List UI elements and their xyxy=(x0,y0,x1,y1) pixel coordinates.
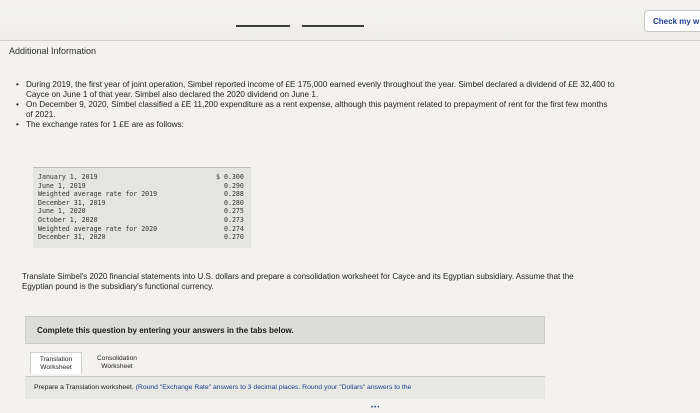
rate-value: 0.290 xyxy=(224,181,244,190)
rate-label: December 31, 2020 xyxy=(38,233,106,242)
bullet-item-rates: • The exchange rates for 1 £E are as follows: xyxy=(16,120,616,130)
tab-label-line1: Translation xyxy=(39,356,73,363)
tab-content-header xyxy=(25,376,545,399)
tab-label-line2: Worksheet xyxy=(101,363,133,370)
rate-label: June 1, 2020 xyxy=(38,207,86,216)
instruction-box xyxy=(25,316,545,344)
tab-instruction-prefix: Prepare a Translation worksheet. xyxy=(34,384,134,391)
rate-label: December 31, 2019 xyxy=(38,198,106,207)
rate-value: 0.274 xyxy=(224,224,244,233)
rate-value: 0.270 xyxy=(224,233,244,242)
rate-label: January 1, 2019 xyxy=(38,173,98,181)
rate-value: 0.280 xyxy=(224,198,244,207)
bullet-item-rent: • On December 9, 2020, Simbel classified a £E 11,200 expenditure as a rent expense, although this payment related to prepayment of rent for the first few months of 2021. xyxy=(16,100,616,120)
rate-value: $ 0.300 xyxy=(216,173,244,181)
rate-value: 0.275 xyxy=(224,207,244,216)
rate-label: Weighted average rate for 2019 xyxy=(38,190,158,199)
rate-label: June 1, 2019 xyxy=(38,181,86,190)
exchange-rate-table xyxy=(33,167,251,248)
instruction-text: Complete this question by entering your answers in the tabs below. xyxy=(37,326,294,335)
tab-instruction xyxy=(34,384,411,391)
section-title: Additional Information xyxy=(9,46,97,56)
pager-dots-icon: ••• xyxy=(371,405,381,411)
tab-consolidation-worksheet[interactable] xyxy=(86,352,148,374)
top-bar xyxy=(0,0,700,40)
question-text: Translate Simbel's 2020 financial statements into U.S. dollars and prepare a consolidation worksheet for Cayce and its Egyptian subsidiary. Assume that the Egyptian pound is the subsidiary's functional currency. xyxy=(22,272,574,291)
top-decor-line-1 xyxy=(236,25,290,27)
tab-label-line1: Consolidation xyxy=(97,355,137,362)
tab-label-line2: Worksheet xyxy=(40,364,72,371)
rate-values xyxy=(216,173,244,242)
rate-value: 0.273 xyxy=(224,215,244,224)
tab-instruction-rounding: (Round "Exchange Rate" answers to 3 decimal places. Round your "Dollars" answers to the xyxy=(135,384,412,391)
rate-label: Weighted average rate for 2020 xyxy=(38,224,158,233)
header-divider xyxy=(0,40,700,41)
top-decor-line-2 xyxy=(302,25,364,27)
bullet-item-income: • During 2019, the first year of joint operation, Simbel reported income of £E 175,000 earned evenly throughout the year. Simbel declared a dividend of £E 32,400 to Cayce on June 1 of that year. Simbel also declared the 2020 dividend on June 1. xyxy=(16,80,616,100)
check-my-work-button[interactable]: Check my w xyxy=(644,10,700,32)
info-bullet-list xyxy=(16,80,616,130)
rate-labels xyxy=(38,173,157,242)
tab-translation-worksheet[interactable] xyxy=(30,352,82,374)
rate-label: October 1, 2020 xyxy=(38,215,98,224)
rate-value: 0.288 xyxy=(224,190,244,199)
